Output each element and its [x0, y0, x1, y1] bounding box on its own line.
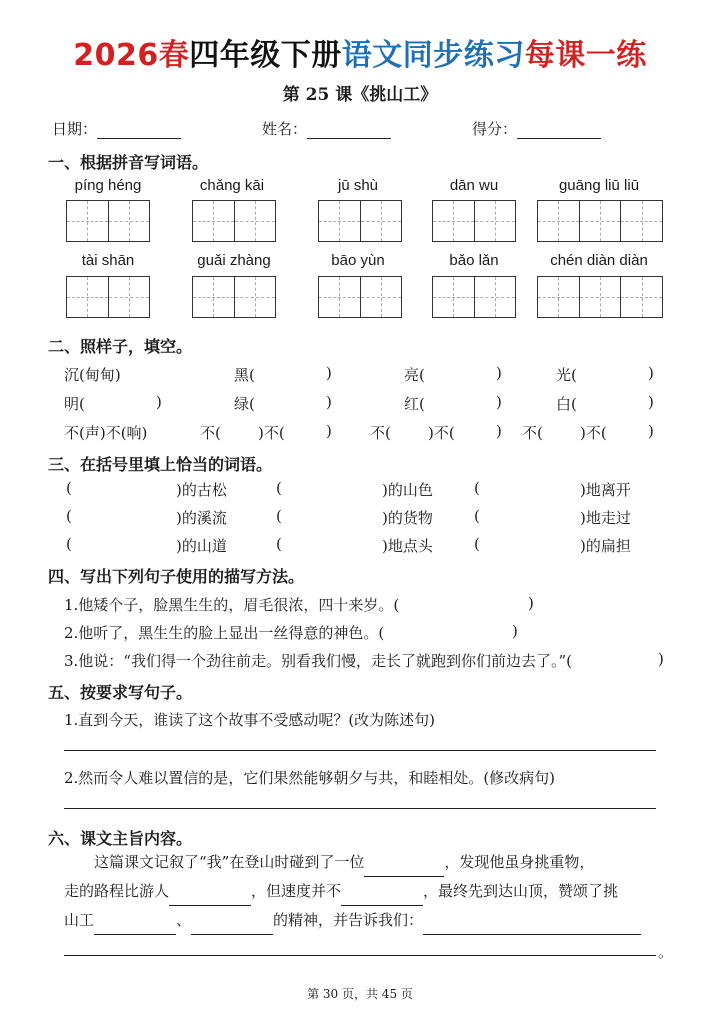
- pinyin-label: píng héng: [74, 177, 142, 194]
- open-paren: (: [66, 479, 72, 497]
- summary-text: 走的路程比游人: [64, 882, 170, 900]
- phrase-blank: )地走过: [580, 509, 631, 527]
- open-paren: (: [276, 507, 282, 525]
- summary-text: 的精神，并告诉我们：: [273, 911, 424, 929]
- phrase-blank: )的货物: [382, 509, 433, 527]
- question-sentence: 3.他说：“我们得一个劲往前走。别看我们慢，走长了就跑到你们前边去了。”(: [64, 652, 573, 670]
- character-box[interactable]: [432, 276, 516, 318]
- fill-item: 黑(: [234, 366, 255, 384]
- character-box[interactable]: [66, 200, 150, 242]
- character-box[interactable]: [318, 276, 402, 318]
- answer-line[interactable]: [64, 808, 656, 809]
- fill-item: 明(: [64, 395, 85, 413]
- answer-line[interactable]: [64, 750, 656, 751]
- open-paren: (: [276, 535, 282, 553]
- summary-blank[interactable]: [191, 916, 273, 935]
- answer-close-paren: ): [528, 594, 534, 612]
- date-label: 日期：: [52, 120, 98, 138]
- summary-blank[interactable]: [94, 916, 176, 935]
- summary-text: 这篇课文记叙了“我”在登山时碰到了一位: [94, 853, 365, 871]
- character-box[interactable]: [318, 200, 402, 242]
- summary-answer-line[interactable]: [64, 955, 656, 956]
- fill-close: ): [496, 364, 502, 382]
- fill-close: ): [326, 422, 332, 440]
- example-word: 不(声)不(响): [64, 424, 148, 442]
- worksheet-title: [0, 30, 720, 74]
- open-paren: (: [474, 507, 480, 525]
- example-word: 沉(甸甸): [64, 366, 121, 384]
- fill-item: )不(: [258, 424, 285, 442]
- summary-text: 山工: [64, 911, 95, 929]
- fill-close: ): [496, 393, 502, 411]
- fill-close: ): [326, 364, 332, 382]
- summary-paragraph: [64, 848, 674, 935]
- answer-close-paren: ): [658, 650, 664, 668]
- pinyin-label: dān wu: [449, 177, 499, 194]
- fill-item: 不(: [522, 424, 543, 442]
- phrase-blank: )的扁担: [580, 537, 631, 555]
- pinyin-label: chǎng kāi: [199, 177, 265, 194]
- section-1-title: 一、根据拼音写词语。: [48, 153, 209, 172]
- summary-blank[interactable]: [341, 887, 423, 906]
- pinyin-label: bāo yùn: [331, 252, 385, 269]
- question-sentence: 1.他矮个子，脸黑生生的，眉毛很浓，四十来岁。(: [64, 596, 400, 614]
- title-part-year: 2026春: [73, 38, 190, 73]
- date-field[interactable]: [52, 118, 181, 139]
- name-blank[interactable]: [307, 122, 391, 139]
- summary-end-period: 。: [658, 943, 674, 961]
- question-sentence: 2.然而令人难以置信的是，它们果然能够朝夕与共，和睦相处。(修改病句): [64, 769, 556, 787]
- question-sentence: 2.他听了，黑生生的脸上显出一丝得意的神色。(: [64, 624, 385, 642]
- fill-item: 亮(: [404, 366, 425, 384]
- pinyin-label: chén diàn diàn: [550, 252, 648, 269]
- fill-item: 光(: [556, 366, 577, 384]
- fill-close: ): [496, 422, 502, 440]
- open-paren: (: [276, 479, 282, 497]
- score-blank[interactable]: [517, 122, 601, 139]
- lesson-title: 第 25 课《挑山工》: [282, 85, 438, 105]
- score-field[interactable]: [472, 118, 601, 139]
- character-box[interactable]: [192, 200, 276, 242]
- summary-text: 、: [176, 911, 192, 929]
- fill-close: ): [648, 393, 654, 411]
- character-box[interactable]: [537, 200, 663, 242]
- fill-item: 绿(: [234, 395, 255, 413]
- open-paren: (: [474, 535, 480, 553]
- fill-close: ): [156, 393, 162, 411]
- character-box[interactable]: [192, 276, 276, 318]
- character-box[interactable]: [537, 276, 663, 318]
- summary-blank[interactable]: [169, 887, 251, 906]
- title-part-daily: 每课一练: [524, 38, 647, 73]
- pinyin-label: bǎo lǎn: [449, 252, 499, 269]
- name-field[interactable]: [262, 118, 391, 139]
- fill-item: )不(: [580, 424, 607, 442]
- phrase-blank: )的溪流: [176, 509, 227, 527]
- page-number: 第 30 页，共 45 页: [307, 987, 413, 1001]
- section-5-title: 五、按要求写句子。: [48, 683, 193, 702]
- title-part-grade: 四年级下册: [189, 38, 342, 73]
- open-paren: (: [474, 479, 480, 497]
- summary-text: ，发现他虽身挑重物，: [444, 853, 595, 871]
- answer-close-paren: ): [512, 622, 518, 640]
- fill-item: 不(: [370, 424, 391, 442]
- section-2-title: 二、照样子，填空。: [48, 337, 193, 356]
- character-box[interactable]: [432, 200, 516, 242]
- open-paren: (: [66, 535, 72, 553]
- pinyin-label: jū shù: [337, 177, 379, 194]
- title-part-subject: 语文同步练习: [341, 38, 525, 73]
- fill-close: ): [648, 364, 654, 382]
- fill-item: 不(: [200, 424, 221, 442]
- fill-item: )不(: [428, 424, 455, 442]
- date-blank[interactable]: [97, 122, 181, 139]
- question-sentence: 1.直到今天，谁读了这个故事不受感动呢？(改为陈述句): [64, 711, 436, 729]
- pinyin-label: guāng liū liū: [558, 177, 640, 194]
- section-6-title: 六、课文主旨内容。: [48, 829, 193, 848]
- phrase-blank: )的山色: [382, 481, 433, 499]
- pinyin-label: tài shān: [81, 252, 135, 269]
- fill-item: 红(: [404, 395, 425, 413]
- open-paren: (: [66, 507, 72, 525]
- phrase-blank: )地点头: [382, 537, 433, 555]
- summary-blank[interactable]: [423, 916, 641, 935]
- summary-text: ，最终先到达山顶，赞颂了挑: [423, 882, 619, 900]
- summary-blank[interactable]: [364, 858, 444, 877]
- character-box[interactable]: [66, 276, 150, 318]
- phrase-blank: )的山道: [176, 537, 227, 555]
- score-label: 得分：: [472, 120, 518, 138]
- phrase-blank: )的古松: [176, 481, 227, 499]
- fill-item: 白(: [556, 395, 577, 413]
- section-3-title: 三、在括号里填上恰当的词语。: [48, 455, 273, 474]
- fill-close: ): [326, 393, 332, 411]
- name-label: 姓名：: [262, 120, 308, 138]
- pinyin-label: guǎi zhàng: [197, 252, 271, 269]
- phrase-blank: )地离开: [580, 481, 631, 499]
- fill-close: ): [648, 422, 654, 440]
- section-4-title: 四、写出下列句子使用的描写方法。: [48, 567, 305, 586]
- summary-text: ，但速度并不: [251, 882, 342, 900]
